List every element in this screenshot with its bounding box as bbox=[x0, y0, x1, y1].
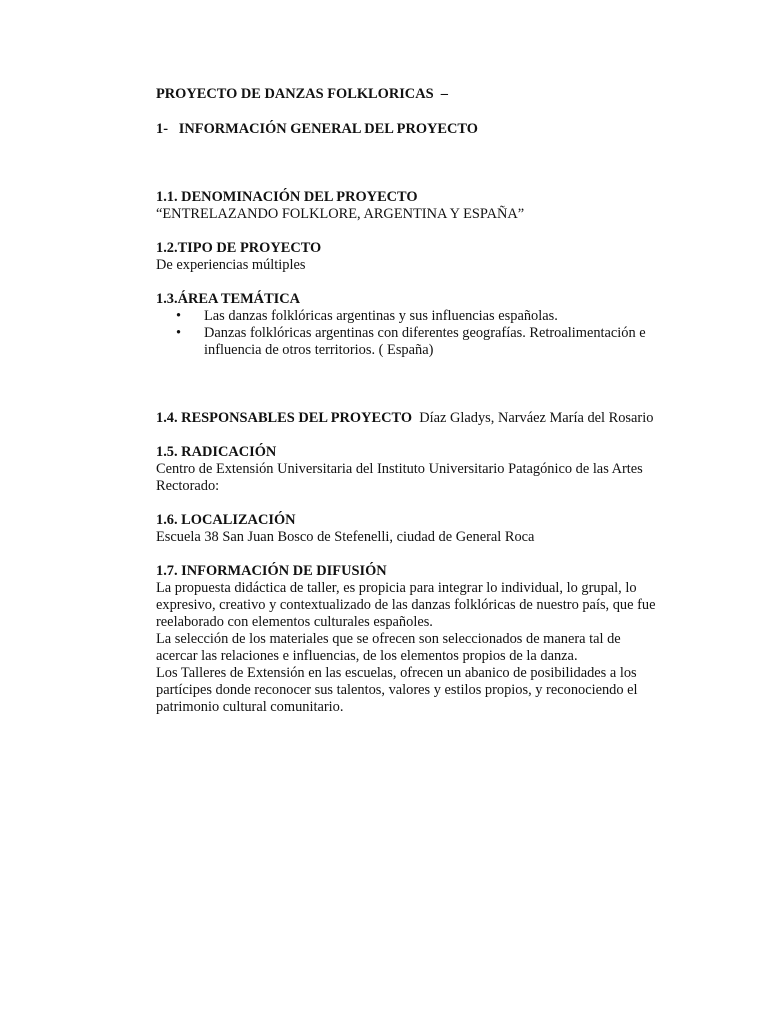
document-title: PROYECTO DE DANZAS FOLKLORICAS – bbox=[156, 86, 448, 102]
section-denominacion-heading: 1.1. DENOMINACIÓN DEL PROYECTO bbox=[156, 189, 418, 205]
section-responsables-heading: 1.4. RESPONSABLES DEL PROYECTO bbox=[156, 410, 413, 426]
thematic-area-list bbox=[156, 308, 660, 359]
section-radicacion-heading: 1.5. RADICACIÓN bbox=[156, 444, 277, 460]
section-localizacion bbox=[156, 512, 660, 546]
radicacion-institution: Centro de Extensión Universitaria del Instituto Universitario Patagónico de las Artes bbox=[156, 461, 643, 477]
project-name: “ENTRELAZANDO FOLKLORE, ARGENTINA Y ESPAÑA” bbox=[156, 206, 525, 222]
bullet-icon: • bbox=[176, 325, 182, 341]
section-denominacion bbox=[156, 189, 660, 223]
section-difusion bbox=[156, 563, 660, 716]
list-item bbox=[156, 308, 660, 325]
difusion-paragraph-2: La selección de los materiales que se ofrecen son seleccionados de manera tal de acercar las relaciones e influencias, de los elementos propios de la danza. bbox=[156, 631, 621, 664]
localizacion-text: Escuela 38 San Juan Bosco de Stefenelli, ciudad de General Roca bbox=[156, 529, 535, 545]
list-item bbox=[156, 325, 660, 359]
bullet-icon: • bbox=[176, 308, 182, 324]
list-item-text: Danzas folklóricas argentinas con diferentes geografías. Retroalimentación e influencia de otros territorios. ( España) bbox=[204, 325, 646, 358]
responsables-names: Díaz Gladys, Narváez María del Rosario bbox=[419, 410, 654, 426]
document-body bbox=[156, 86, 660, 716]
section-localizacion-heading: 1.6. LOCALIZACIÓN bbox=[156, 512, 296, 528]
section-tipo bbox=[156, 240, 660, 274]
section-area bbox=[156, 291, 660, 359]
section-general-info-heading: 1- INFORMACIÓN GENERAL DEL PROYECTO bbox=[156, 121, 478, 137]
section-radicacion bbox=[156, 444, 660, 495]
project-type: De experiencias múltiples bbox=[156, 257, 306, 273]
difusion-paragraph-3: Los Talleres de Extensión en las escuelas, ofrecen un abanico de posibilidades a los partícipes donde reconocer sus talentos, valores y estilos propios, y reconociendo el patrimonio cultural comunitario. bbox=[156, 665, 638, 715]
radicacion-rectorado: Rectorado: bbox=[156, 478, 220, 494]
section-tipo-heading: 1.2.TIPO DE PROYECTO bbox=[156, 240, 322, 256]
difusion-paragraph-1: La propuesta didáctica de taller, es propicia para integrar lo individual, lo grupal, lo expresivo, creativo y contextualizado de las danzas folklóricas de nuestro país, que fue reelaborado con elementos culturales españoles. bbox=[156, 580, 656, 630]
section-difusion-heading: 1.7. INFORMACIÓN DE DIFUSIÓN bbox=[156, 563, 387, 579]
list-item-text: Las danzas folklóricas argentinas y sus influencias españolas. bbox=[204, 308, 558, 324]
section-responsables bbox=[156, 410, 660, 427]
section-area-heading: 1.3.ÁREA TEMÁTICA bbox=[156, 291, 301, 307]
